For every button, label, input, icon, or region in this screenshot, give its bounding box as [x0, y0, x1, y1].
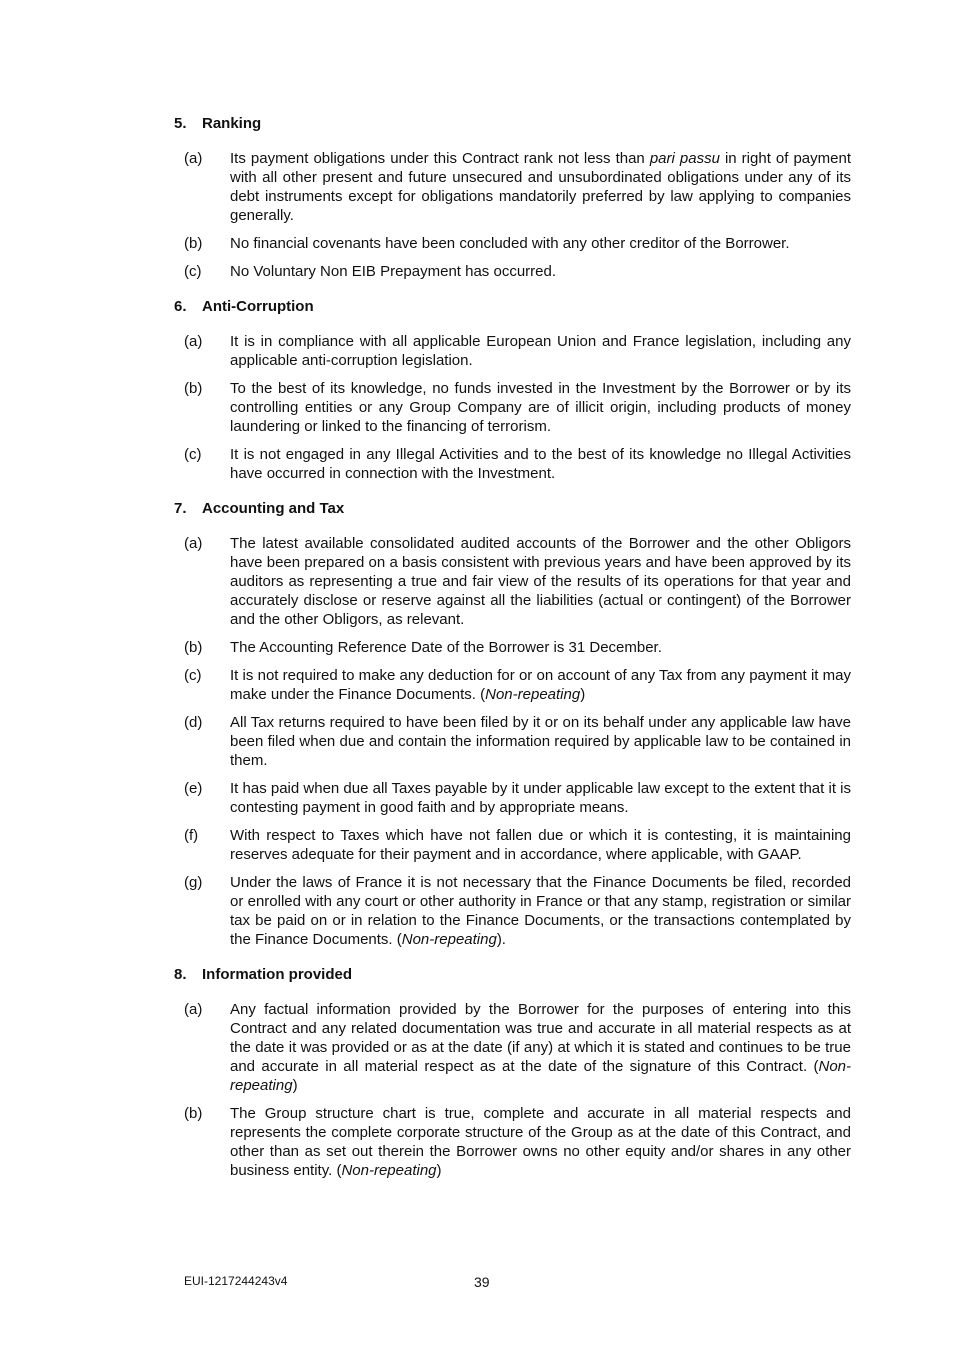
clause-text-run: With respect to Taxes which have not fallen due or which it is contesting, it is maintaining reserves adequate for their payment and in accordance, where applicable, with GAAP.	[230, 827, 851, 863]
section-number: 7.	[174, 500, 187, 517]
clause-item	[174, 638, 851, 657]
clause-text-italic: Non-repeating	[230, 1058, 851, 1094]
clause-text	[230, 534, 851, 629]
clause-label: (a)	[184, 1001, 203, 1018]
page-number: 39	[474, 1274, 490, 1290]
clause-text-run: No financial covenants have been concluded with any other creditor of the Borrower.	[230, 235, 790, 252]
clause-text	[230, 234, 851, 253]
clause-item	[174, 332, 851, 370]
clause-text-italic: pari passu	[649, 150, 720, 167]
clause-label: (f)	[184, 827, 199, 844]
clause-item	[174, 262, 851, 281]
clause-item	[174, 1000, 851, 1095]
clause-text-run: The Accounting Reference Date of the Borrower is 31 December.	[230, 639, 662, 656]
section	[174, 297, 851, 483]
clause-label: (e)	[184, 780, 203, 797]
clause-item	[174, 1104, 851, 1180]
clause-text-run: Under the laws of France it is not necessary that the Finance Documents be filed, recorded or enrolled with any court or other authority in France or that any stamp, registration or similar tax be paid on or in relation to the Finance Documents, or the transactions contemplated by the Finance Documents. (	[230, 874, 851, 948]
clause-label: (b)	[184, 235, 203, 252]
section	[174, 965, 851, 1180]
section-title: Information provided	[202, 966, 352, 983]
clause-item	[174, 713, 851, 770]
clause-text-italic: Non-repeating	[341, 1162, 437, 1179]
clause-label: (g)	[184, 874, 203, 891]
clause-item	[174, 234, 851, 253]
clause-item	[174, 445, 851, 483]
clause-text	[230, 262, 851, 281]
clause-text-run: It is not engaged in any Illegal Activities and to the best of its knowledge no Illegal Activities have occurred in connection with the Investment.	[230, 446, 851, 482]
clause-text	[230, 666, 851, 704]
section-number: 5.	[174, 115, 187, 132]
clause-text	[230, 638, 851, 657]
clause-item	[174, 534, 851, 629]
clause-label: (c)	[184, 667, 202, 684]
clause-label: (d)	[184, 714, 203, 731]
clause-label: (a)	[184, 150, 203, 167]
clause-text-run: ).	[496, 931, 506, 948]
clause-label: (b)	[184, 380, 203, 397]
section	[174, 499, 851, 949]
clause-item	[174, 149, 851, 225]
clause-item	[174, 379, 851, 436]
clause-text	[230, 1000, 851, 1095]
clause-label: (b)	[184, 639, 203, 656]
clause-text-run: It is in compliance with all applicable European Union and France legislation, including any applicable anti-corruption legislation.	[230, 333, 851, 369]
clause-text-italic: Non-repeating	[485, 686, 581, 703]
clause-text-run: No Voluntary Non EIB Prepayment has occurred.	[230, 263, 557, 280]
section	[174, 114, 851, 281]
clause-item	[174, 779, 851, 817]
section-heading	[174, 297, 851, 316]
clause-text-run: The latest available consolidated audited accounts of the Borrower and the other Obligors have been prepared on a basis consistent with previous years and have been approved by its auditors as representing a true and fair view of the results of its operations for that year and accurately disclose or reserve against all the liabilities (actual or contingent) of the Borrower and the other Obligors, as relevant.	[230, 535, 851, 628]
clause-text	[230, 826, 851, 864]
section-title: Ranking	[202, 115, 262, 132]
document-reference: EUI-1217244243v4	[184, 1274, 288, 1288]
clause-label: (b)	[184, 1105, 203, 1122]
clause-text-run: Its payment obligations under this Contract rank not less than	[230, 150, 650, 167]
section-title: Accounting and Tax	[202, 500, 345, 517]
clause-text	[230, 713, 851, 770]
section-number: 8.	[174, 966, 187, 983]
clause-text-run: It is not required to make any deduction for or on account of any Tax from any payment it may make under the Finance Documents. (	[230, 667, 851, 703]
clause-text	[230, 149, 851, 225]
document-body	[174, 114, 851, 1189]
clause-label: (c)	[184, 446, 202, 463]
clause-text-run: To the best of its knowledge, no funds invested in the Investment by the Borrower or by its controlling entities or any Group Company are of illicit origin, including products of money laundering or linked to the financing of terrorism.	[230, 380, 851, 435]
clause-item	[174, 666, 851, 704]
clause-item	[174, 873, 851, 949]
clause-label: (c)	[184, 263, 202, 280]
section-number: 6.	[174, 298, 187, 315]
clause-text	[230, 332, 851, 370]
section-heading	[174, 114, 851, 133]
clause-item	[174, 826, 851, 864]
clause-text-run: All Tax returns required to have been filed by it or on its behalf under any applicable law have been filed when due and contain the information required by applicable law to be contained in them.	[230, 714, 851, 769]
clause-text-run: in right of payment with all other present and future unsecured and unsubordinated obligations under any of its debt instruments except for obligations mandatorily preferred by law applying to companies generally.	[230, 150, 851, 224]
clause-text-run: )	[580, 686, 586, 703]
clause-label: (a)	[184, 333, 203, 350]
clause-text-run: )	[292, 1077, 298, 1094]
section-title: Anti-Corruption	[202, 298, 314, 315]
clause-text-run: It has paid when due all Taxes payable by it under applicable law except to the extent that it is contesting payment in good faith and by appropriate means.	[230, 780, 851, 816]
clause-text	[230, 873, 851, 949]
section-heading	[174, 965, 851, 984]
clause-text-run: Any factual information provided by the Borrower for the purposes of entering into this Contract and any related documentation was true and accurate in all material respects as at the date it was provided or as at the date (if any) at which it is stated and continues to be true and accurate in all material respect as at the date of the signature of this Contract. (	[230, 1001, 851, 1075]
clause-text-run: )	[436, 1162, 442, 1179]
clause-text-run: The Group structure chart is true, complete and accurate in all material respects and represents the complete corporate structure of the Group as at the date of this Contract, and other than as set out therein the Borrower owns no other equity and/or shares in any other business entity. (	[230, 1105, 851, 1179]
clause-label: (a)	[184, 535, 203, 552]
section-heading	[174, 499, 851, 518]
clause-text	[230, 779, 851, 817]
clause-text	[230, 1104, 851, 1180]
clause-text	[230, 379, 851, 436]
clause-text	[230, 445, 851, 483]
clause-text-italic: Non-repeating	[401, 931, 497, 948]
